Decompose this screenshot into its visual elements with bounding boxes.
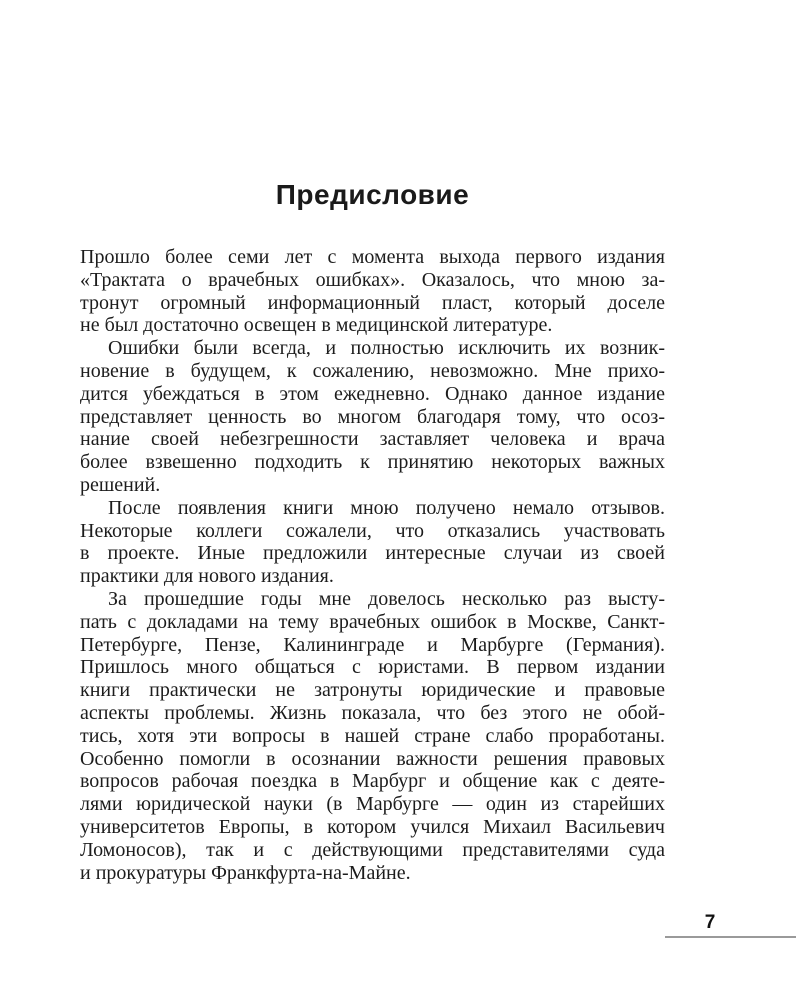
text-line: книги практически не затронуты юридические и правовые [80,679,665,702]
text-line: Пришлось много общаться с юристами. В первом издании [80,656,665,679]
text-line: практики для нового издания. [80,565,334,588]
text-line: После появления книги мною получено немало отзывов. [108,496,665,519]
text-line: тронут огромный информационный пласт, который доселе [80,291,665,314]
text-line: решений. [80,473,161,496]
text-line: аспекты проблемы. Жизнь показала, что без этого не обой- [80,701,665,724]
text-line: более взвешенно подходить к принятию некоторых важных [80,451,665,474]
text-line: Некоторые коллеги сожалели, что отказались участвовать [80,519,665,542]
body-text [80,246,665,884]
text-line: дится убеждаться в этом ежедневно. Однако данное издание [80,382,665,405]
paragraph [80,588,665,884]
text-line: Петербурге, Пензе, Калининграде и Марбурге (Германия). [80,633,665,656]
text-line: новение в будущем, к сожалению, невозможно. Мне прихо- [80,359,665,382]
text-line: За прошедшие годы мне довелось несколько раз высту- [108,587,665,610]
paragraph [80,246,665,337]
text-line: вопросов рабочая поездка в Марбург и общение как с деяте- [80,770,665,793]
text-line: пать с докладами на тему врачебных ошибок в Москве, Санкт- [80,610,665,633]
text-line: Ошибки были всегда, и полностью исключить их возник- [108,337,665,360]
text-line: тись, хотя эти вопросы в нашей стране слабо проработаны. [80,724,665,747]
text-line: в проекте. Иные предложили интересные случаи из своей [80,542,665,565]
paragraph [80,497,665,588]
text-line: нание своей небезгрешности заставляет человека и врача [80,428,665,451]
text-line: представляет ценность во многом благодаря тому, что осоз- [80,405,665,428]
text-line: «Трактата о врачебных ошибках». Оказалось, что мною за- [80,268,665,291]
text-line: Прошло более семи лет с момента выхода первого издания [80,246,665,268]
text-line: лями юридической науки (в Марбурге — один из старейших [80,793,665,816]
text-line: не был достаточно освещен в медицинской литературе. [80,314,553,337]
text-line: и прокуратуры Франкфурта-на-Майне. [80,861,411,884]
text-line: университетов Европы, в котором учился Михаил Васильевич [80,815,665,838]
footer-rule [665,936,796,938]
page-number: 7 [704,912,716,933]
text-line: Особенно помогли в осознании важности решения правовых [80,747,665,770]
paragraph [80,337,665,497]
page-title: Предисловие [275,179,470,210]
text-line: Ломоносов), так и с действующими представителями суда [80,838,665,861]
